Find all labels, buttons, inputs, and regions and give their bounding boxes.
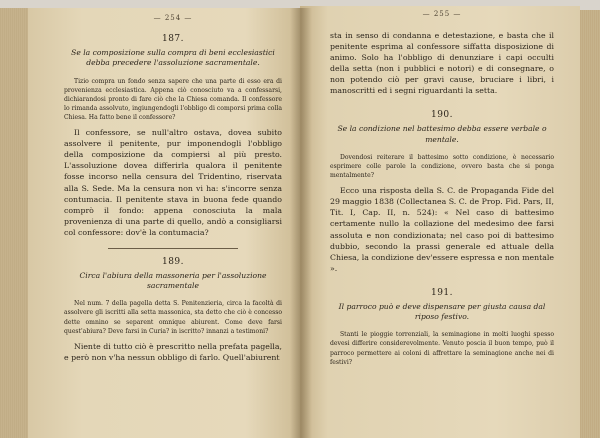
section-title-190: Se la condizione nel battesimo debba essere verbale o mentale. [337, 124, 547, 144]
page-edges-right [578, 10, 600, 438]
page-edges-left [0, 8, 30, 438]
question-187: Tizio compra un fondo senza sapere che una parte di esso era di provenienza ecclesiastica. Appena ciò conosciuto va a confessarsi, dichiarandosi pronto di fare ciò che la Chiesa comanda. Il confessore lo rimanda assolvuto, ingiungendogli l'obbligo di comporsi prima colla Chiesa. Ha fatto bene il confessore? [64, 77, 282, 122]
left-page-content [28, 8, 300, 368]
continuation-189: sta in senso di condanna e detestazione, e basta che il penitente esprima al confessore siffatta disposizione di animo. Solo ha l'obbligo di denunziare i capi occulti della setta (non i pubblici e notori) e di consegnare, o non potendo ciò per gravi cause, bruciare i libri, i manoscritti ed i segni riguardanti la setta. [330, 31, 554, 96]
book-gutter-shadow [290, 8, 312, 438]
answer-189: Niente di tutto ciò è prescritto nella prefata pagella, e però non v'ha nessun obbligo di farlo. Quell'abiurent [64, 341, 282, 362]
page-number-left: — 254 — [153, 14, 193, 22]
section-number-191: 191. [430, 287, 454, 298]
section-number-189: 189. [161, 256, 185, 267]
left-page [28, 8, 300, 438]
section-number-190: 190. [430, 110, 454, 121]
section-divider [108, 248, 239, 249]
section-title-187: Se la composizione sulla compra di beni ecclesiastici debba precedere l'assoluzione sacramentale. [71, 48, 275, 68]
section-title-189: Circa l'abiura della massoneria per l'assoluzione sacramentale [79, 270, 267, 291]
question-189: Nel num. 7 della pagella detta S. Penitenzieria, circa la facoltà di assolvere gli iscritti alla setta massonica, sta detto che ciò è concesso dette omnino se separent omnique abiurent. Come deve farsi quest'abiura? Deve farsi in Curia? in iscritto? innanzi a testimoni? [64, 300, 282, 335]
answer-190: Ecco una risposta della S. C. de Propaganda Fide del 29 maggio 1838 (Collectanea S. C. de Prop. Fid. Pars, II, Tit. I, Cap. II, n. 524): « Nel caso di battesimo certamente nullo la collazione del medesimo dee farsi assoluta e non condizionata; nel caso poi di battesimo dubbio, secondo la prassi generale ed attuale della Chiesa, la condizione dev'essere espressa e non mentale ». [330, 186, 554, 273]
question-191: Stanti le pioggie torrenziali, la seminagione in molti luoghi spesso devesi differire considerevolmente. Venuto poscia il buon tempo, può il parroco permettere ai coloni di affrettare la seminagione anche nei di festivi? [330, 331, 554, 366]
page-number-right: — 255 — [422, 10, 462, 18]
right-page [300, 6, 580, 438]
question-190: Dovendosi reiterare il battesimo sotto condizione, è necessario esprimere colle parole la condizione, ovvero basta che si ponga mentalmente? [330, 153, 554, 180]
answer-187: Il confessore, se null'altro ostava, dovea subito assolvere il penitente, pur imponendogli l'obbligo della composizione da compiersi al più presto. L'assoluzione dovea differirla qualora il penitente fosse incorso nella censura del Tridentino, riservata alla S. Sede. Ma la censura non vi ha: s'incorre senza contumacia. Il penitente stava in buona fede quando comprò il fondo: appena conosciuta la mala provenienza di una parte di quello, andò a consigliarsi col confessore: dov'è la contumacia? [64, 128, 282, 237]
section-number-187: 187. [161, 34, 185, 44]
section-title-191: Il parroco può e deve dispensare per giusta causa dal riposo festivo. [338, 301, 546, 322]
right-page-content [300, 6, 580, 372]
